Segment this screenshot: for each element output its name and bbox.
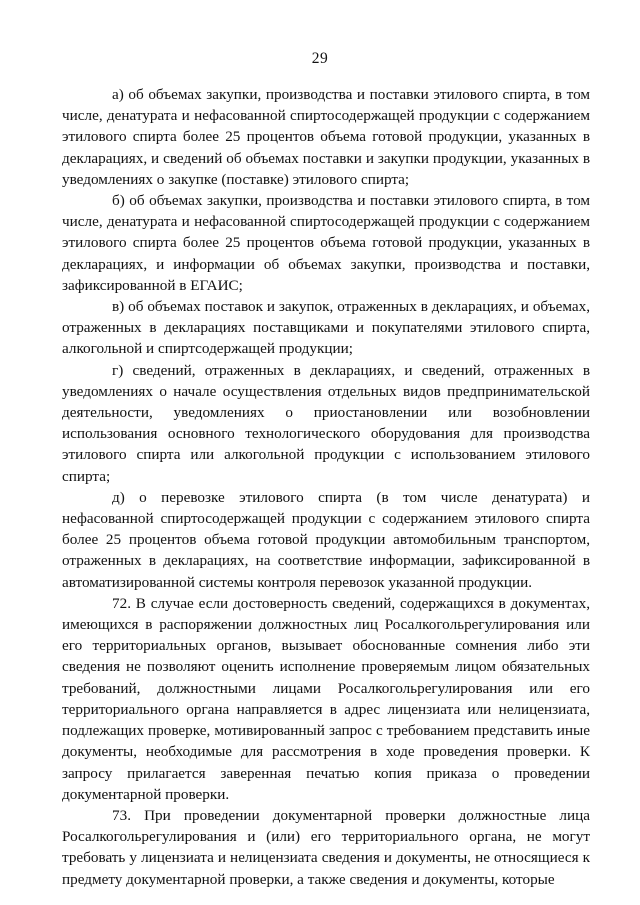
paragraph-v: в) об объемах поставок и закупок, отраженных в декларациях, и объемах, отраженных в декларациях поставщиками и покупателями этилового спирта, алкогольной и спиртсодержащей продукции; bbox=[62, 298, 590, 358]
document-body bbox=[62, 84, 590, 890]
paragraph-72: 72. В случае если достоверность сведений, содержащихся в документах, имеющихся в распоряжении должностных лиц Росалкогольрегулирования или его территориальных органов, вызывает обоснованные сомнения либо эти сведения не позволяют оценить исполнение проверяемым лицом обязательных требований, должностными лицами Росалкогольрегулирования или его территориального органа направляется в адрес лицензиата или нелицензиата, подлежащих проверке, мотивированный запрос с требованием представить иные документы, необходимые для рассмотрения в ходе проведения проверки. К запросу прилагается заверенная печатью копия приказа о проведении документарной проверки. bbox=[62, 594, 590, 803]
paragraph-b: б) об объемах закупки, производства и поставки этилового спирта, в том числе, денатурата и нефасованной спиртосодержащей продукции с содержанием этилового спирта более 25 процентов объема готовой продукции, указанных в декларациях, и информации об объемах закупки, производства и поставки, зафиксированной в ЕГАИС; bbox=[62, 192, 590, 294]
paragraph-g: г) сведений, отраженных в декларациях, и сведений, отраженных в уведомлениях о начале осуществления отдельных видов предпринимательской деятельности, уведомлениях о приостановлении или возобновлении использования основного технологического оборудования для производства этилового спирта или алкогольной продукции с использованием этилового спирта; bbox=[62, 361, 590, 485]
paragraph-a: а) об объемах закупки, производства и поставки этилового спирта, в том числе, денатурата и нефасованной спиртосодержащей продукции с содержанием этилового спирта более 25 процентов объема готовой продукции, указанных в декларациях, и сведений об объемах поставки и закупки продукции, указанных в уведомлениях о закупке (поставке) этилового спирта; bbox=[62, 86, 590, 188]
paragraph-73: 73. При проведении документарной проверки должностные лица Росалкогольрегулирования и (или) его территориального органа, не могут требовать у лицензиата и нелицензиата сведения и документы, не относящиеся к предмету документарной проверки, а также сведения и документы, которые bbox=[62, 806, 590, 888]
paragraph-d: д) о перевозке этилового спирта (в том числе денатурата) и нефасованной спиртосодержащей продукции с содержанием этилового спирта более 25 процентов объема готовой продукции автомобильным транспортом, отраженных в декларациях, на соответствие информации, зафиксированной в автоматизированной системы контроля перевозок указанной продукции. bbox=[62, 488, 590, 591]
page-number: 29 bbox=[311, 50, 329, 67]
